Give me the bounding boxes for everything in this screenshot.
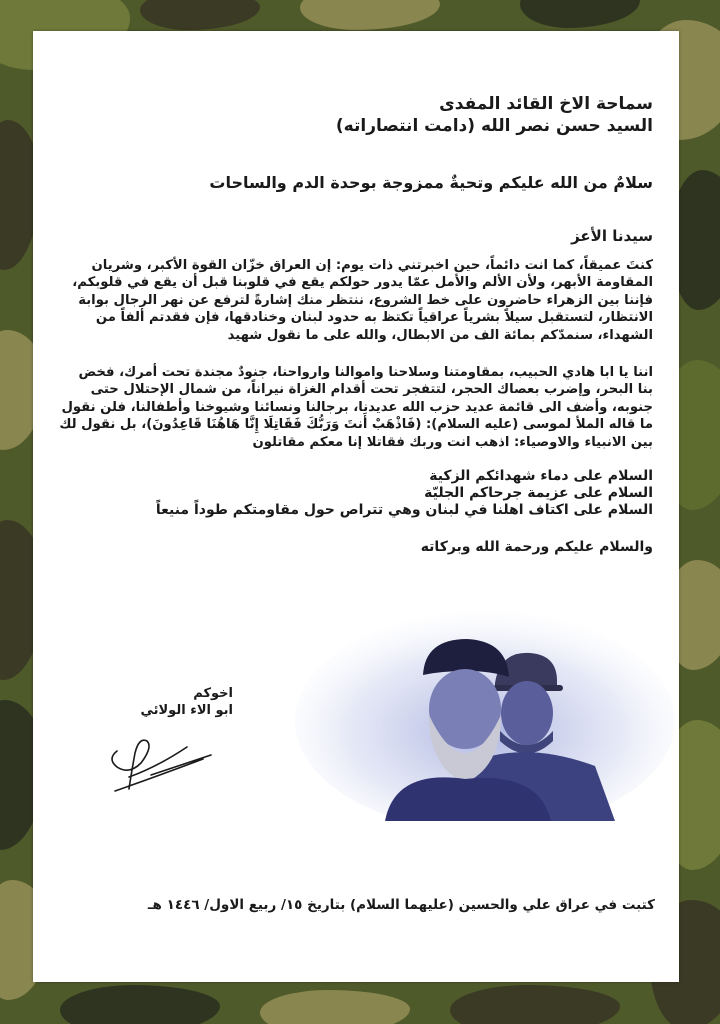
letter-footer: كتبت في عراق علي والحسين (عليهما السلام) بتاريخ ١٥/ ربيع الاول/ ١٤٤٦ هـ [147, 897, 655, 913]
paragraph-1: كنتَ عميقاً، كما انت دائماً، حين اخبرتني ذات يوم: إن العراق خزّان القوة الأكبر، وشريان المقاومة الأبهر، ولأن الألم والأمل عمّا يدور حولكم يقع في قلوبنا قبل أن يقع في قلوبكم، فإننا بين الزهراء حاضرون على خط الشروع، ننتظر منك إشارةً لترفع عن نهر الرجال بوابة الانتظار، لتستقبل سيلاً بشرياً عراقياً تكتظ به حدود لبنان وخنادقها، فإن فقدتم ألفاً من الشهداء، سنمدّكم بمائة الف من الابطال، والله على ما نقول شهيد [72, 258, 653, 343]
closing-line-2: السلام على عزيمة جرحاكم الجليّة [424, 485, 653, 501]
sign-off: اخوكم [193, 686, 233, 701]
paragraph-2: اننا يا ابا هادي الحبيب، بمقاومتنا وسلاحنا واموالنا وارواحنا، جنودٌ مجندة تحت أمرك، فخض بنا البحر، وإضرب بعصاك الحجر، لتتفجر تحت أقدام الغزاة نيراناً، من شمال الإحتلال حتى جنوبه، وأضف الى قائمة عديد حزب الله عديدنا، برجالنا ونسائنا وشيوخنا وأطفالنا، فلن نقول ما قاله الملأ لموسى (عليه السلام): (فَاذْهَبْ أَنتَ وَرَبُّكَ فَقَاتِلَا إِنَّا هَاهُنَا قَاعِدُونَ)، بل نقول لك بين الانبياء والاوصياء: اذهب انت وربك فقاتلا إنا معكم مقاتلون [59, 365, 653, 450]
salutation: سيدنا الأعز [571, 227, 653, 245]
handwritten-signature [99, 719, 219, 799]
sender-name: ابو الاء الولائي [140, 703, 233, 718]
leaders-portrait [295, 591, 675, 821]
title-line-1: سماحة الاخ القائد المفدى [439, 94, 653, 114]
closing-line-1: السلام على دماء شهدائكم الزكية [429, 468, 653, 484]
greeting: سلامٌ من الله عليكم وتحيةٌ ممزوجة بوحدة الدم والساحات [209, 173, 653, 192]
letter-sheet [33, 31, 679, 982]
closing-lines [156, 468, 653, 519]
title-line-2: السيد حسن نصر الله (دامت انتصاراته) [335, 116, 653, 136]
final-greeting: والسلام عليكم ورحمة الله وبركاته [420, 539, 653, 555]
signature-block [140, 685, 233, 719]
letter-title [336, 93, 653, 137]
closing-line-3: السلام على اكتاف اهلنا في لبنان وهي تتراص حول مقاومتكم طوداً منيعاً [155, 502, 653, 518]
